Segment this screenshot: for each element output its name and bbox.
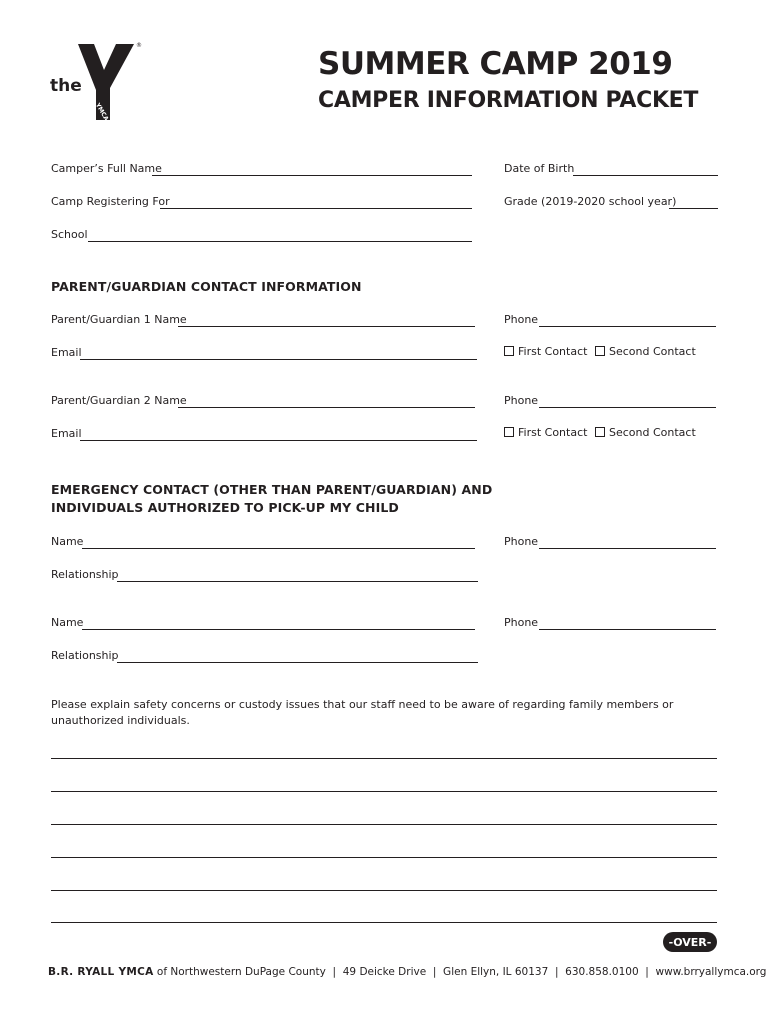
emergency2-phone-label: Phone — [504, 616, 539, 629]
parent1-email-field[interactable] — [80, 359, 477, 360]
parent2-first-contact-label: First Contact — [518, 426, 588, 439]
parent2-phone-field[interactable] — [539, 407, 716, 408]
emergency-heading-line2: INDIVIDUALS AUTHORIZED TO PICK-UP MY CHILD — [51, 500, 399, 515]
camp-registering-for-field[interactable] — [160, 208, 472, 209]
logo-reg-mark: ® — [136, 42, 142, 49]
logo-the-text: the — [50, 76, 82, 96]
footer-address: of Northwestern DuPage County | 49 Deicke Drive | Glen Ellyn, IL 60137 | 630.858.0100 | www.brryallymca.org — [153, 966, 767, 978]
parent2-email-label: Email — [51, 427, 82, 440]
school-field[interactable] — [88, 241, 472, 242]
emergency1-name-field[interactable] — [82, 548, 475, 549]
parent2-second-contact-label: Second Contact — [609, 426, 696, 439]
date-of-birth-field[interactable] — [573, 175, 718, 176]
parent1-second-contact-label: Second Contact — [609, 345, 696, 358]
school-label: School — [51, 228, 88, 241]
parent2-name-field[interactable] — [178, 407, 475, 408]
campers-full-name-field[interactable] — [152, 175, 472, 176]
parent1-first-contact-label: First Contact — [518, 345, 588, 358]
parent2-name-label: Parent/Guardian 2 Name — [51, 394, 187, 407]
parent-guardian-heading: PARENT/GUARDIAN CONTACT INFORMATION — [51, 279, 362, 294]
parent1-first-contact-option[interactable] — [504, 345, 587, 358]
grade-field[interactable] — [669, 208, 718, 209]
parent1-first-contact-checkbox[interactable] — [504, 346, 514, 356]
footer — [48, 966, 767, 978]
emergency2-relationship-label: Relationship — [51, 649, 119, 662]
emergency2-name-label: Name — [51, 616, 84, 629]
emergency2-name-field[interactable] — [82, 629, 475, 630]
emergency1-name-label: Name — [51, 535, 84, 548]
safety-concerns-line[interactable] — [51, 824, 717, 825]
page-subtitle: CAMPER INFORMATION PACKET — [318, 88, 699, 113]
safety-concerns-line[interactable] — [51, 922, 717, 923]
emergency1-relationship-label: Relationship — [51, 568, 119, 581]
safety-concerns-line[interactable] — [51, 758, 717, 759]
safety-concerns-line[interactable] — [51, 857, 717, 858]
campers-full-name-label: Camper’s Full Name — [51, 162, 162, 175]
emergency1-phone-label: Phone — [504, 535, 539, 548]
safety-concerns-line[interactable] — [51, 791, 717, 792]
parent1-email-label: Email — [51, 346, 82, 359]
ymca-logo — [48, 40, 148, 123]
logo-brand-text: YMCA — [93, 102, 110, 123]
parent1-phone-label: Phone — [504, 313, 539, 326]
safety-concerns-prompt: Please explain safety concerns or custody issues that our staff need to be aware of regarding family members or unauthorized individuals. — [51, 698, 674, 727]
footer-org-name: B.R. RYALL YMCA — [48, 966, 154, 978]
parent1-name-field[interactable] — [178, 326, 475, 327]
parent2-second-contact-checkbox[interactable] — [595, 427, 605, 437]
emergency2-phone-field[interactable] — [539, 629, 716, 630]
page-title: SUMMER CAMP 2019 — [318, 46, 673, 82]
over-badge: -OVER- — [663, 932, 717, 952]
emergency-heading-line1: EMERGENCY CONTACT (OTHER THAN PARENT/GUARDIAN) AND — [51, 482, 493, 497]
date-of-birth-label: Date of Birth — [504, 162, 575, 175]
camp-registering-for-label: Camp Registering For — [51, 195, 170, 208]
parent1-second-contact-checkbox[interactable] — [595, 346, 605, 356]
parent2-second-contact-option[interactable] — [595, 426, 696, 439]
parent2-first-contact-checkbox[interactable] — [504, 427, 514, 437]
parent2-email-field[interactable] — [80, 440, 477, 441]
grade-label: Grade (2019-2020 school year) — [504, 195, 677, 208]
parent2-phone-label: Phone — [504, 394, 539, 407]
parent1-name-label: Parent/Guardian 1 Name — [51, 313, 187, 326]
parent1-second-contact-option[interactable] — [595, 345, 696, 358]
emergency1-relationship-field[interactable] — [117, 581, 478, 582]
parent2-first-contact-option[interactable] — [504, 426, 587, 439]
emergency1-phone-field[interactable] — [539, 548, 716, 549]
emergency2-relationship-field[interactable] — [117, 662, 478, 663]
safety-concerns-line[interactable] — [51, 890, 717, 891]
parent1-phone-field[interactable] — [539, 326, 716, 327]
